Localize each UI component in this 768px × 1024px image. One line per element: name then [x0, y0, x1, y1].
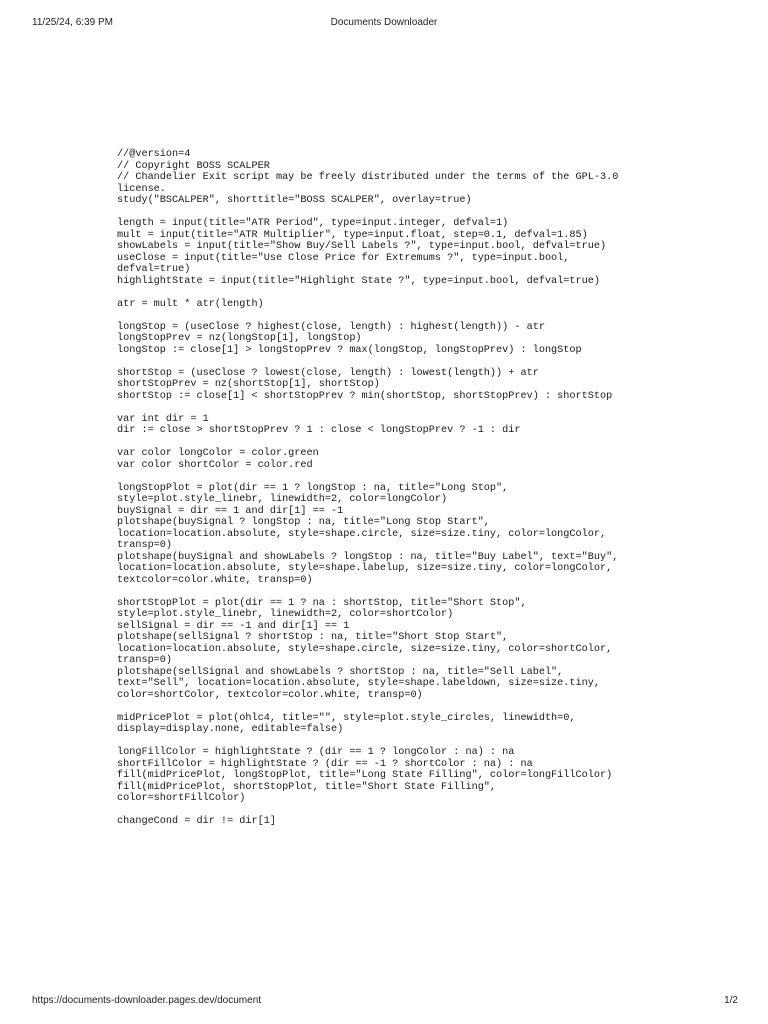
code-line: longStop = (useClose ? highest(close, length) : highest(length)) - atr — [117, 321, 545, 333]
code-line: shortFillColor = highlightState ? (dir == -1 ? shortColor : na) : na — [117, 758, 533, 770]
code-line: plotshape(sellSignal ? shortStop : na, title="Short Stop Start", — [117, 632, 509, 643]
code-line: color=shortColor, textcolor=color.white, transp=0) — [117, 689, 423, 701]
code-line — [117, 356, 662, 368]
code-line: dir := close > shortStopPrev ? 1 : close < longStopPrev ? -1 : dir — [117, 425, 521, 436]
code-line: var color longColor = color.green — [117, 448, 319, 459]
code-block — [117, 149, 662, 828]
code-line: style=plot.style_linebr, linewidth=2, color=shortColor) — [117, 609, 454, 620]
code-line: license. — [117, 183, 166, 195]
code-line: longFillColor = highlightState ? (dir == 1 ? longColor : na) : na — [117, 747, 515, 758]
code-line — [117, 402, 662, 414]
code-line: sellSignal = dir == -1 and dir[1] == 1 — [117, 620, 350, 632]
code-line: mult = input(title="ATR Multiplier", type=input.float, step=0.1, defval=1.85) — [117, 229, 588, 241]
code-line: fill(midPricePlot, shortStopPlot, title="Short State Filling", — [117, 781, 497, 793]
code-line — [117, 586, 662, 598]
page-footer-page-number: 1/2 — [724, 995, 738, 1006]
code-line: longStopPlot = plot(dir == 1 ? longStop : na, title="Long Stop", — [117, 482, 509, 494]
code-line: changeCond = dir != dir[1] — [117, 816, 276, 827]
code-line: //@version=4 — [117, 149, 191, 160]
code-line — [117, 701, 662, 713]
code-line — [117, 805, 662, 817]
code-line: midPricePlot = plot(ohlc4, title="", style=plot.style_circles, linewidth=0, — [117, 712, 576, 724]
code-line: shortStop = (useClose ? lowest(close, length) : lowest(length)) + atr — [117, 367, 539, 379]
code-line — [117, 736, 662, 748]
code-line: // Copyright BOSS SCALPER — [117, 160, 270, 172]
code-line: study("BSCALPER", shorttitle="BOSS SCALPER", overlay=true) — [117, 195, 472, 206]
code-line — [117, 207, 662, 219]
code-line: longStop := close[1] > longStopPrev ? max(longStop, longStopPrev) : longStop — [117, 344, 582, 356]
code-line: defval=true) — [117, 264, 191, 275]
code-line: buySignal = dir == 1 and dir[1] == -1 — [117, 505, 344, 517]
code-line: display=display.none, editable=false) — [117, 724, 344, 735]
code-line: style=plot.style_linebr, linewidth=2, color=longColor) — [117, 494, 448, 505]
code-line: atr = mult * atr(length) — [117, 298, 264, 310]
code-line: var color shortColor = color.red — [117, 459, 313, 471]
code-line: plotshape(buySignal ? longStop : na, title="Long Stop Start", — [117, 517, 490, 528]
code-line: useClose = input(title="Use Close Price for Extremums ?", type=input.bool, — [117, 252, 570, 264]
code-line: location=location.absolute, style=shape.circle, size=size.tiny, color=longColor, — [117, 528, 607, 540]
code-line — [117, 471, 662, 483]
code-line: longStopPrev = nz(longStop[1], longStop) — [117, 333, 362, 344]
code-line: transp=0) — [117, 655, 173, 666]
code-line: length = input(title="ATR Period", type=input.integer, defval=1) — [117, 218, 509, 229]
code-line: transp=0) — [117, 540, 173, 551]
page-header-title: Documents Downloader — [330, 17, 438, 28]
code-line: shortStopPlot = plot(dir == 1 ? na : shortStop, title="Short Stop", — [117, 597, 527, 609]
code-line — [117, 437, 662, 449]
code-line: location=location.absolute, style=shape.labelup, size=size.tiny, color=longColor, — [117, 563, 613, 574]
code-line: showLabels = input(title="Show Buy/Sell Labels ?", type=input.bool, defval=true) — [117, 241, 607, 252]
code-line — [117, 310, 662, 322]
code-line: text="Sell", location=location.absolute, style=shape.labeldown, size=size.tiny, — [117, 678, 600, 689]
code-line: highlightState = input(title="Highlight State ?", type=input.bool, defval=true) — [117, 275, 600, 287]
code-line: plotshape(buySignal and showLabels ? longStop : na, title="Buy Label", text="Buy", — [117, 551, 619, 563]
code-line: var int dir = 1 — [117, 413, 209, 425]
page-footer-url[interactable]: https://documents-downloader.pages.dev/document — [32, 995, 262, 1006]
code-line: plotshape(sellSignal and showLabels ? shortStop : na, title="Sell Label", — [117, 666, 564, 678]
page-header-datetime: 11/25/24, 6:39 PM — [32, 17, 113, 28]
code-line: shortStopPrev = nz(shortStop[1], shortStop) — [117, 379, 380, 390]
code-line: shortStop := close[1] < shortStopPrev ? min(shortStop, shortStopPrev) : shortStop — [117, 390, 613, 402]
code-line: // Chandelier Exit script may be freely distributed under the terms of the GPL-3.0 — [117, 172, 619, 183]
code-line: fill(midPricePlot, longStopPlot, title="Long State Filling", color=longFillColor) — [117, 770, 613, 781]
code-line: textcolor=color.white, transp=0) — [117, 574, 313, 586]
code-line — [117, 287, 662, 299]
code-line: color=shortFillColor) — [117, 793, 246, 804]
code-line: location=location.absolute, style=shape.circle, size=size.tiny, color=shortColor, — [117, 643, 613, 655]
